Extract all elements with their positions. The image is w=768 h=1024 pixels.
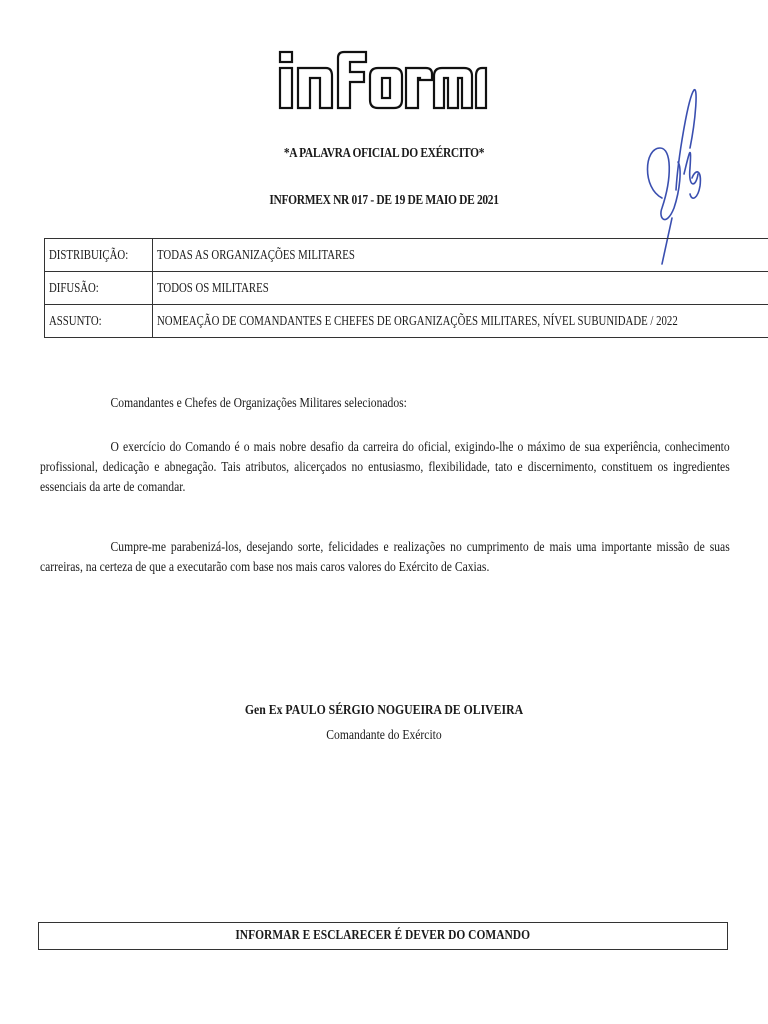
- distribution-table: [44, 238, 768, 338]
- greeting: Comandantes e Chefes de Organizações Militares selecionados:: [110, 395, 407, 410]
- subject-label: ASSUNTO:: [45, 305, 153, 338]
- table-row: [45, 239, 768, 272]
- diffusion-label: DIFUSÃO:: [45, 272, 153, 305]
- signatory-name: Gen Ex PAULO SÉRGIO NOGUEIRA DE OLIVEIRA: [244, 703, 524, 718]
- subject-value: NOMEAÇÃO DE COMANDANTES E CHEFES DE ORGANIZAÇÕES MILITARES, NÍVEL SUBUNIDADE / 2022: [153, 305, 768, 338]
- table-row: [45, 272, 768, 305]
- signatory-title: Comandante do Exército: [326, 727, 442, 742]
- distribution-label: DISTRIBUIÇÃO:: [45, 239, 153, 272]
- distribution-value: TODAS AS ORGANIZAÇÕES MILITARES: [153, 239, 768, 272]
- informex-logo: [276, 48, 488, 112]
- diffusion-value: TODOS OS MILITARES: [153, 272, 768, 305]
- table-row: [45, 305, 768, 338]
- body-paragraph: O exercício do Comando é o mais nobre desafio da carreira do oficial, exigindo-lhe o máximo de sua experiência, conhecimento profissional, dedicação e abnegação. Tais atributos, alicerçados no entusiasmo, flexibilidade, tato e discernimento, constituem os ingredientes essenciais da arte de comandar.: [40, 439, 730, 494]
- tagline: *A PALAVRA OFICIAL DO EXÉRCITO*: [283, 146, 485, 161]
- body-paragraph: Cumpre-me parabenizá-los, desejando sorte, felicidades e realizações no cumprimento de mais uma importante missão de suas carreiras, na certeza de que a executarão com base nos mais caros valores do Exército de Caxias.: [40, 539, 730, 574]
- footer-motto: INFORMAR E ESCLARECER É DEVER DO COMANDO: [235, 928, 531, 943]
- footer-motto-box: [38, 922, 728, 950]
- document-number: INFORMEX NR 017 - DE 19 DE MAIO DE 2021: [269, 193, 499, 208]
